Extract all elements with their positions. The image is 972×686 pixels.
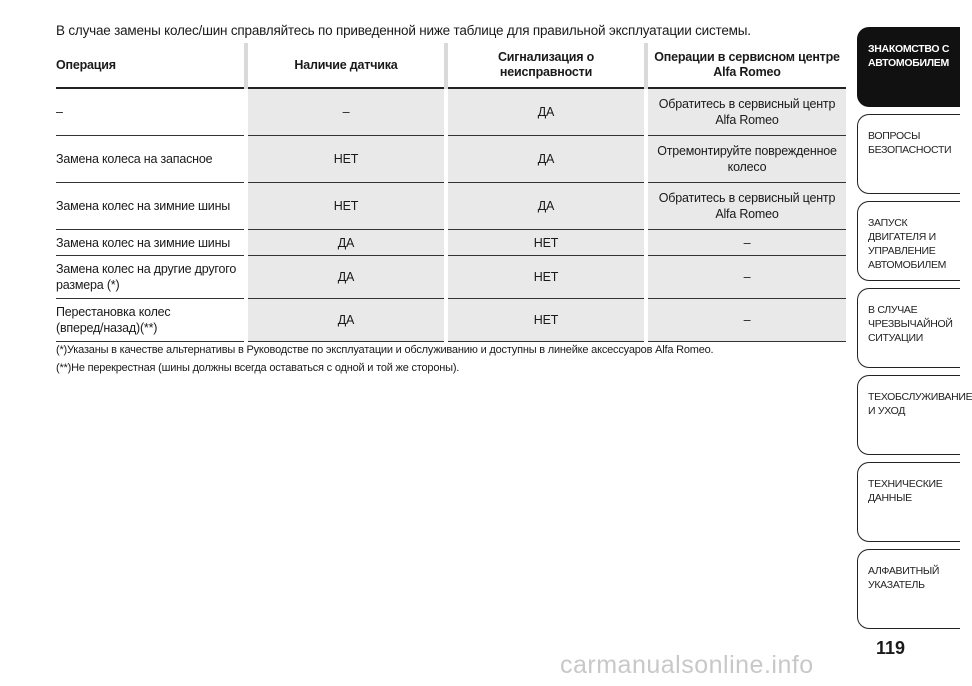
footnote-1: (*)Указаны в качестве альтернативы в Руководстве по эксплуатации и обслуживанию и доступны в линейке аксессуаров Alfa Romeo. [56, 344, 714, 356]
page-number: 119 [876, 638, 906, 658]
cell-operation: Замена колес на другие другого размера (*) [56, 256, 246, 299]
intro-text: В случае замены колес/шин справляйтесь по приведенной ниже таблице для правильной эксплуатации системы. [56, 23, 751, 38]
cell-operation: Замена колес на зимние шины [56, 183, 246, 230]
tab-emergency[interactable]: В СЛУЧАЕ ЧРЕЗВЫЧАЙНОЙ СИТУАЦИИ [857, 288, 960, 368]
cell-sensor: – [246, 88, 446, 136]
cell-sensor: ДА [246, 256, 446, 299]
header-service: Операции в сервисном центре Alfa Romeo [646, 43, 846, 88]
cell-service: Обратитесь в сервисный центр Alfa Romeo [646, 88, 846, 136]
cell-fault-signal: ДА [446, 136, 646, 183]
cell-service: Отремонтируйте поврежденное колесо [646, 136, 846, 183]
tab-index[interactable]: АЛФАВИТНЫЙ УКАЗАТЕЛЬ [857, 549, 960, 629]
cell-sensor: ДА [246, 299, 446, 342]
footnote-2: (**)Не перекрестная (шины должны всегда оставаться с одной и той же стороны). [56, 362, 460, 374]
cell-fault-signal: НЕТ [446, 299, 646, 342]
tab-safety[interactable]: ВОПРОСЫ БЕЗОПАСНОСТИ [857, 114, 960, 194]
table-row [56, 183, 846, 230]
table-row [56, 256, 846, 299]
cell-service: – [646, 230, 846, 256]
tab-technical-data[interactable]: ТЕХНИЧЕСКИЕ ДАННЫЕ [857, 462, 960, 542]
cell-fault-signal: ДА [446, 183, 646, 230]
tab-maintenance[interactable]: ТЕХОБСЛУЖИВАНИЕ И УХОД [857, 375, 960, 455]
header-fault-signal: Сигнализация о неисправности [446, 43, 646, 88]
tab-starting-driving[interactable]: ЗАПУСК ДВИГАТЕЛЯ И УПРАВЛЕНИЕ АВТОМОБИЛЕМ [857, 201, 960, 281]
cell-sensor: НЕТ [246, 136, 446, 183]
operations-table [56, 43, 846, 342]
cell-sensor: ДА [246, 230, 446, 256]
watermark: carmanualsonline.info [560, 651, 814, 679]
table-row [56, 88, 846, 136]
tab-getting-to-know[interactable]: ЗНАКОМСТВО С АВТОМОБИЛЕМ [857, 27, 960, 107]
table-row [56, 299, 846, 342]
table-row [56, 136, 846, 183]
cell-fault-signal: НЕТ [446, 256, 646, 299]
cell-service: Обратитесь в сервисный центр Alfa Romeo [646, 183, 846, 230]
cell-operation: Замена колеса на запасное [56, 136, 246, 183]
header-sensor: Наличие датчика [246, 43, 446, 88]
cell-service: – [646, 256, 846, 299]
cell-service: – [646, 299, 846, 342]
cell-operation: – [56, 88, 246, 136]
cell-sensor: НЕТ [246, 183, 446, 230]
table-row [56, 230, 846, 256]
cell-operation: Перестановка колес (вперед/назад)(**) [56, 299, 246, 342]
header-operation: Операция [56, 43, 246, 88]
table-header-row [56, 43, 846, 88]
cell-operation: Замена колес на зимние шины [56, 230, 246, 256]
cell-fault-signal: ДА [446, 88, 646, 136]
cell-fault-signal: НЕТ [446, 230, 646, 256]
